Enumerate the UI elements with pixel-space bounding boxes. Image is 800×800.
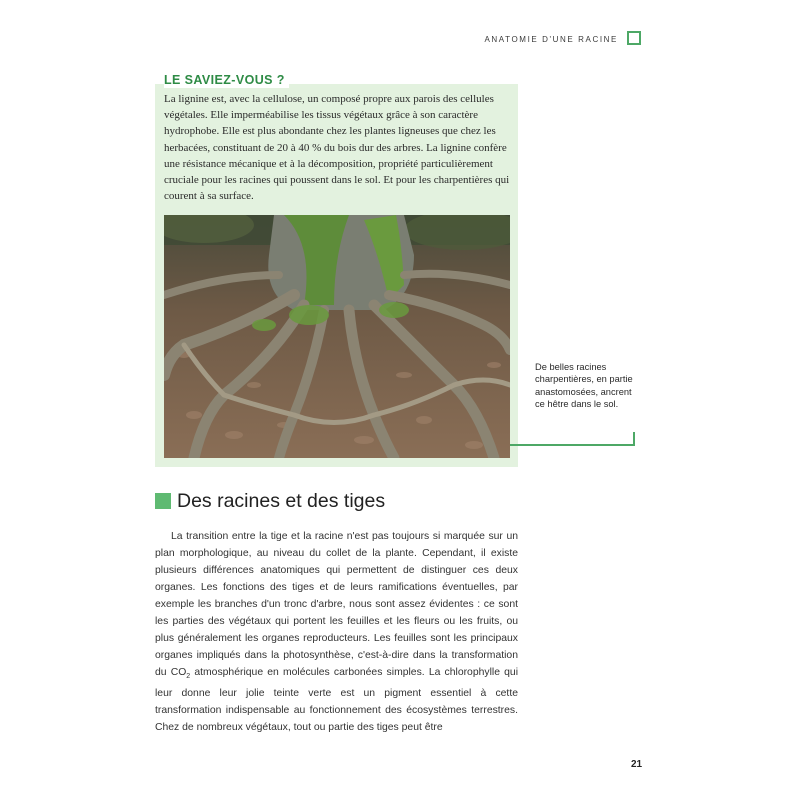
header-square-ornament bbox=[627, 31, 641, 45]
body-text-part-2: atmosphérique en molécules carbonées simples. La chlorophylle qui leur donne leur jolie teinte verte est un pigment essentiel à cette transformation indispensable au fonctionnement des écosystèmes terrestres. Chez de nombreux végétaux, tout ou partie des tiges peut être bbox=[155, 667, 518, 734]
tree-roots-photo bbox=[164, 215, 510, 458]
photo-caption: De belles racines charpentières, en partie anastomosées, ancrent ce hêtre dans le sol. bbox=[535, 362, 633, 409]
section-square-marker bbox=[155, 493, 171, 509]
running-head: ANATOMIE D'UNE RACINE bbox=[484, 35, 618, 44]
page-number: 21 bbox=[631, 759, 643, 770]
caption-leader-tick bbox=[633, 432, 635, 445]
body-paragraph bbox=[155, 528, 518, 736]
box-title: LE SAVIEZ-VOUS ? bbox=[164, 72, 289, 88]
box-text: La lignine est, avec la cellulose, un composé propre aux parois des cellules végétales. Elle imperméabilise les tissus végétaux grâce à son caractère hydrophobe. Elle est plus abondante chez les plantes ligneuses que chez les herbacées, constituant de 20 à 40 % du bois dur des arbres. La lignine confère une résistance mécanique et à la décomposition, propriété particulièrement cruciale pour les racines qui poussent dans le sol. Et pour les charpentières qui courent à sa surface. bbox=[164, 93, 510, 203]
caption-leader-line bbox=[510, 444, 635, 446]
co2-subscript: 2 bbox=[186, 673, 191, 681]
section-title: Des racines et des tiges bbox=[177, 490, 386, 512]
body-text-part-1: La transition entre la tige et la racine n'est pas toujours si marquée sur un plan morphologique, au niveau du collet de la plante. Cependant, il existe plusieurs différences anatomiques qui permettent de distinguer ces deux organes. Les fonctions des tiges et de leurs ramifications éventuelles, par exemple les branches d'un tronc d'arbre, nous sont assez évidentes : ce sont les parties des végétaux qui portent les feuilles et les fleurs ou les fruits, ou plus généralement les organes reproducteurs. Les feuilles sont les principaux organes impliqués dans la photosynthèse, c'est-à-dire dans la transformation du CO bbox=[155, 531, 518, 678]
